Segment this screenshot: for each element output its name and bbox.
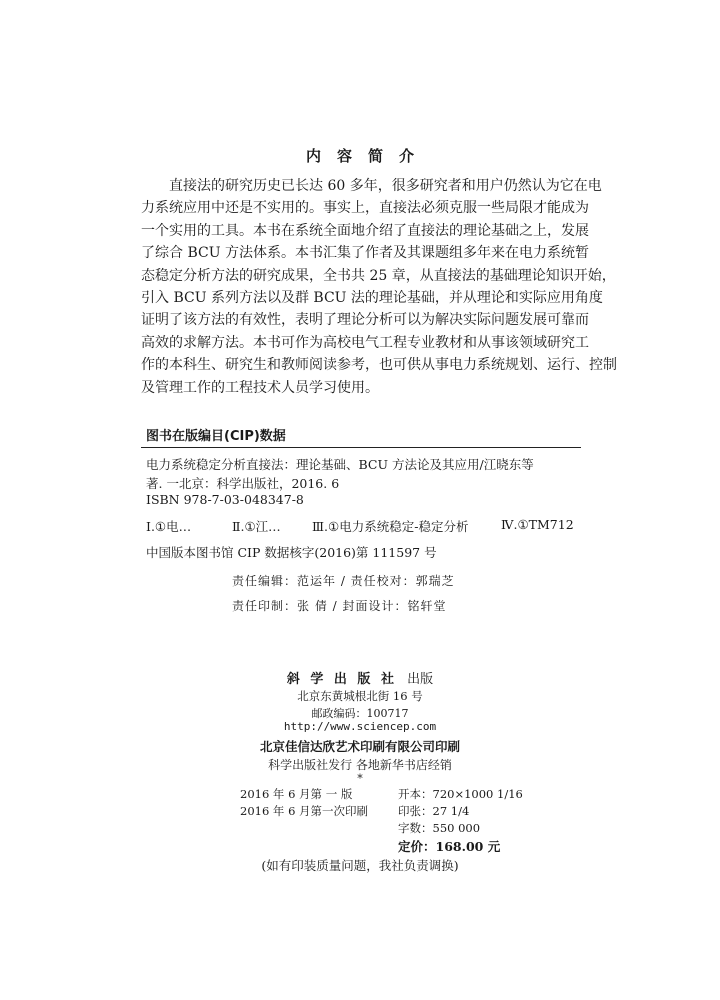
classification-item: Ⅲ.①电力系统稳定-稳定分析 <box>312 519 469 534</box>
sheets-line: 印张：27 1/4 <box>398 804 470 818</box>
printer-line: 北京佳信达欣艺术印刷有限公司印刷 <box>259 739 460 754</box>
cip-title-line: 电力系统稳定分析直接法：理论基础、BCU 方法论及其应用/江晓东等 <box>146 457 534 472</box>
publisher-address: 北京东黄城根北街 16 号 <box>297 689 423 703</box>
format-line: 开本：720×1000 1/16 <box>398 787 523 801</box>
edition-line: 2016 年 6 月第 一 版 <box>240 787 353 801</box>
publisher-line <box>0 668 720 687</box>
quality-notice: (如有印装质量问题，我社负责调换) <box>261 858 459 873</box>
abstract-line: 直接法的研究历史已长达 60 多年，很多研究者和用户仍然认为它在电 <box>169 178 602 194</box>
word-count-line: 字数：550 000 <box>398 821 481 835</box>
abstract-line: 及管理工作的工程技术人员学习使用。 <box>141 379 379 396</box>
publisher-name: 斜 学 出 版 社 <box>286 672 397 687</box>
publisher-suffix: 出版 <box>407 672 434 687</box>
cip-heading: 图书在版编目(CIP)数据 <box>146 429 286 444</box>
abstract-line: 一个实用的工具。本书在系统全面地介绍了直接法的理论基础之上，发展 <box>141 222 589 239</box>
printing-line: 2016 年 6 月第一次印刷 <box>240 804 369 818</box>
cip-library-record: 中国版本图书馆 CIP 数据核字(2016)第 111597 号 <box>146 545 437 560</box>
cip-author-line: 著. 一北京：科学出版社，2016. 6 <box>146 476 340 491</box>
staff-line: 责任编辑：范运年 / 责任校对：郭瑞芝 <box>232 574 455 588</box>
classification-item: Ⅳ.①TM712 <box>501 517 574 532</box>
abstract-line: 引入 BCU 系列方法以及群 BCU 法的理论基础，并从理论和实际应用角度 <box>141 289 603 306</box>
publisher-postcode: 邮政编码：100717 <box>311 707 409 720</box>
separator-asterisk: * <box>357 772 363 785</box>
cip-top-rule <box>141 447 581 448</box>
abstract-line: 态稳定分析方法的研究成果，全书共 25 章，从直接法的基础理论知识开始， <box>141 267 616 284</box>
distribution-line: 科学出版社发行 各地新华书店经销 <box>268 758 452 772</box>
abstract-line: 了综合 BCU 方法体系。本书汇集了作者及其课题组多年来在电力系统暂 <box>141 245 589 262</box>
abstract-paragraph <box>141 175 617 399</box>
classification-item: Ⅰ.①电… <box>146 519 192 534</box>
staff-line: 责任印制：张 倩 / 封面设计：铭轩堂 <box>232 599 447 613</box>
price-line: 定价：168.00 元 <box>398 839 501 854</box>
section-title: 内容简介 <box>305 147 430 165</box>
abstract-line: 证明了该方法的有效性，表明了理论分析可以为解决实际问题发展可靠而 <box>141 312 589 329</box>
abstract-line: 高效的求解方法。本书可作为高校电气工程专业教材和从事该领域研究工 <box>141 334 589 351</box>
publisher-url: http://www.sciencep.com <box>283 720 437 733</box>
classification-item: Ⅱ.①江… <box>232 519 281 534</box>
abstract-line: 作的本科生、研究生和教师阅读参考，也可供从事电力系统规划、运行、控制 <box>141 357 617 374</box>
abstract-line: 力系统应用中还是不实用的。事实上，直接法必须克服一些局限才能成为 <box>141 200 589 217</box>
cip-isbn: ISBN 978-7-03-048347-8 <box>146 492 304 507</box>
